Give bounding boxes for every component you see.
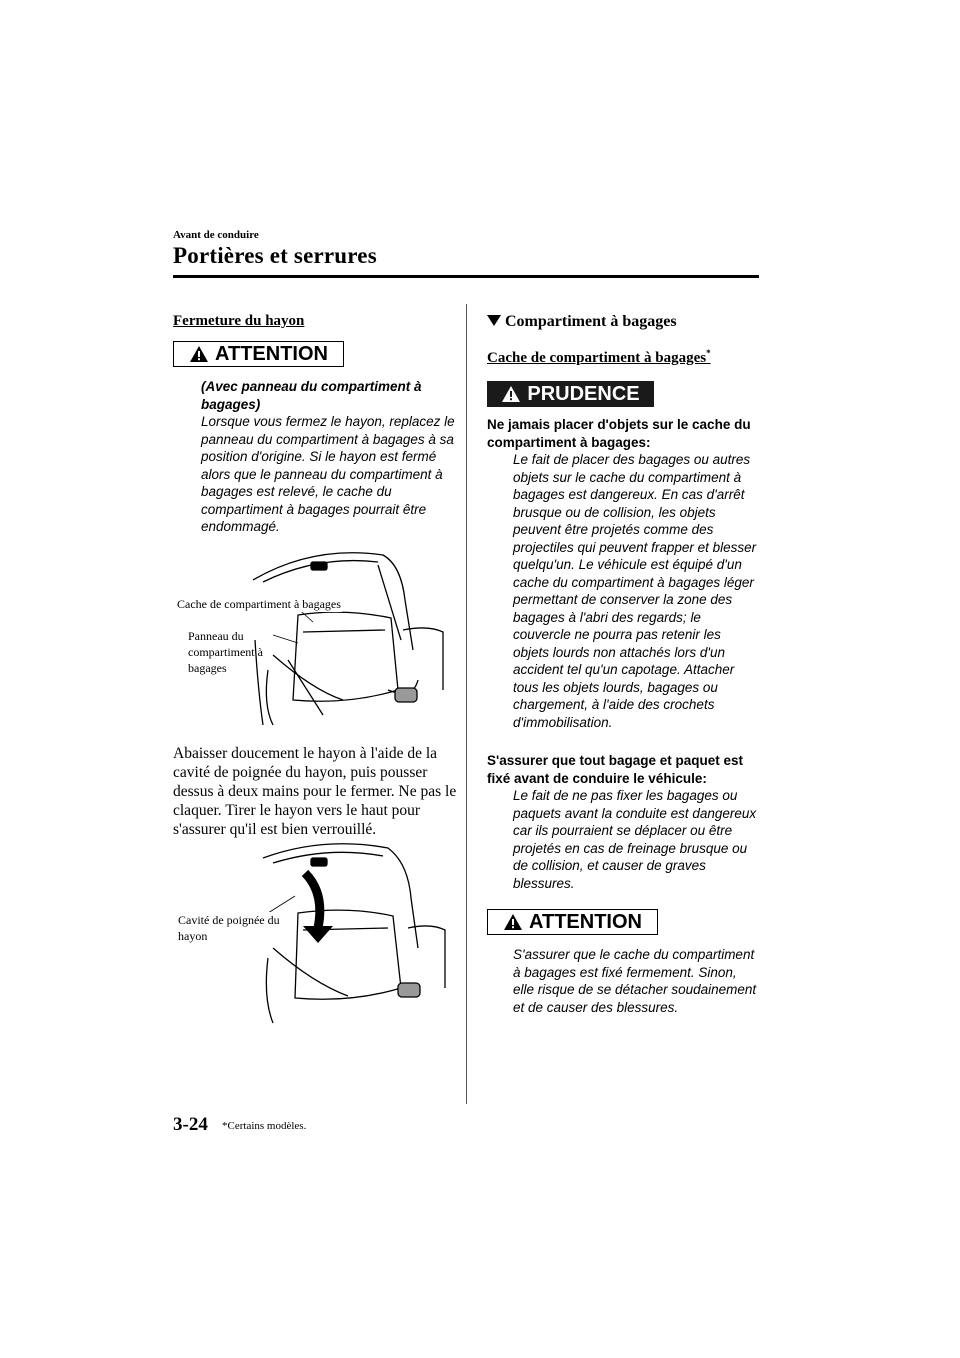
attention-label: ATTENTION bbox=[215, 342, 328, 365]
warning-triangle-icon bbox=[189, 345, 209, 363]
warning2-text: Le fait de ne pas fixer les bagages ou paquets avant la conduite est dangereux car ils pourraient se déplacer ou être projetés en cas de freinage brusque ou de collision, et causer de graves blessures. bbox=[513, 788, 757, 891]
subheading-text: Cache de compartiment à bagages bbox=[487, 350, 707, 366]
attention-note-left bbox=[201, 378, 456, 536]
down-triangle-icon bbox=[487, 314, 501, 326]
figure1-label-panel: Panneau du compartiment à bagages bbox=[188, 629, 263, 675]
heading-text: Compartiment à bagages bbox=[505, 313, 677, 330]
warning1-title: Ne jamais placer d'objets sur le cache du compartiment à bagages: bbox=[487, 417, 751, 450]
header-rule bbox=[173, 275, 759, 278]
column-divider bbox=[466, 304, 467, 1104]
warning1-text: Le fait de placer des bagages ou autres objets sur le cache du compartiment à bagages est dangereux. En cas d'arrêt brusque ou de collision, les objets peuvent être projetés comme des projectiles qui peuvent frapper et blesser quelqu'un. Le véhicule est équipé d'un cache du compartiment à bagages léger permettant de conserver la zone des bagages à l'abri des regards; le couvercle ne pourra pas retenir les objets lourds non attachés lors d'un accident tel qu'un capotage. Attacher tous les objets lourds, bagages ou chargement, à l'aide des crochets d'immobilisation. bbox=[513, 452, 757, 730]
attention-box-left bbox=[173, 341, 344, 367]
heading-luggage-compartment bbox=[487, 313, 677, 331]
warning-triangle-icon bbox=[503, 913, 523, 931]
warning2-title: S'assurer que tout bagage et paquet est fixé avant de conduire le véhicule: bbox=[487, 753, 744, 786]
attention-box-right bbox=[487, 909, 658, 935]
figure2-label-handle: Cavité de poignée du hayon bbox=[178, 912, 288, 944]
page-number: 3-24 bbox=[173, 1114, 208, 1135]
prudence-label: PRUDENCE bbox=[527, 382, 640, 405]
section-label: Avant de conduire bbox=[173, 229, 259, 241]
subheading-closing-liftgate: Fermeture du hayon bbox=[173, 313, 305, 329]
prudence-box bbox=[487, 381, 654, 407]
figure1-label-cargo-cover: Cache de compartiment à bagages bbox=[177, 597, 341, 611]
attention-note-right: S'assurer que le cache du compartiment à bagages est fixé fermement. Sinon, elle risque de se détacher soudainement et de causer des blessures. bbox=[513, 947, 757, 1015]
warning-triangle-icon bbox=[501, 385, 521, 403]
attention-note-title: (Avec panneau du compartiment à bagages) bbox=[201, 379, 422, 412]
page-title: Portières et serrures bbox=[173, 243, 377, 268]
attention-label: ATTENTION bbox=[529, 910, 642, 933]
closing-instructions: Abaisser doucement le hayon à l'aide de la cavité de poignée du hayon, puis pousser dessus à deux mains pour le fermer. Ne pas le claquer. Tirer le hayon vers le haut pour s'assurer qu'il est bien verrouillé. bbox=[173, 745, 457, 838]
models-asterisk: * bbox=[706, 348, 711, 358]
subheading-cargo-cover bbox=[487, 348, 711, 367]
footer-note: *Certains modèles. bbox=[222, 1120, 307, 1132]
attention-note-text: Lorsque vous fermez le hayon, replacez le panneau du compartiment à bagages à sa position d'origine. Si le hayon est fermé alors que le panneau du compartiment à bagages est relevé, le cache du compartiment à bagages pourrait être endommagé. bbox=[201, 414, 455, 534]
